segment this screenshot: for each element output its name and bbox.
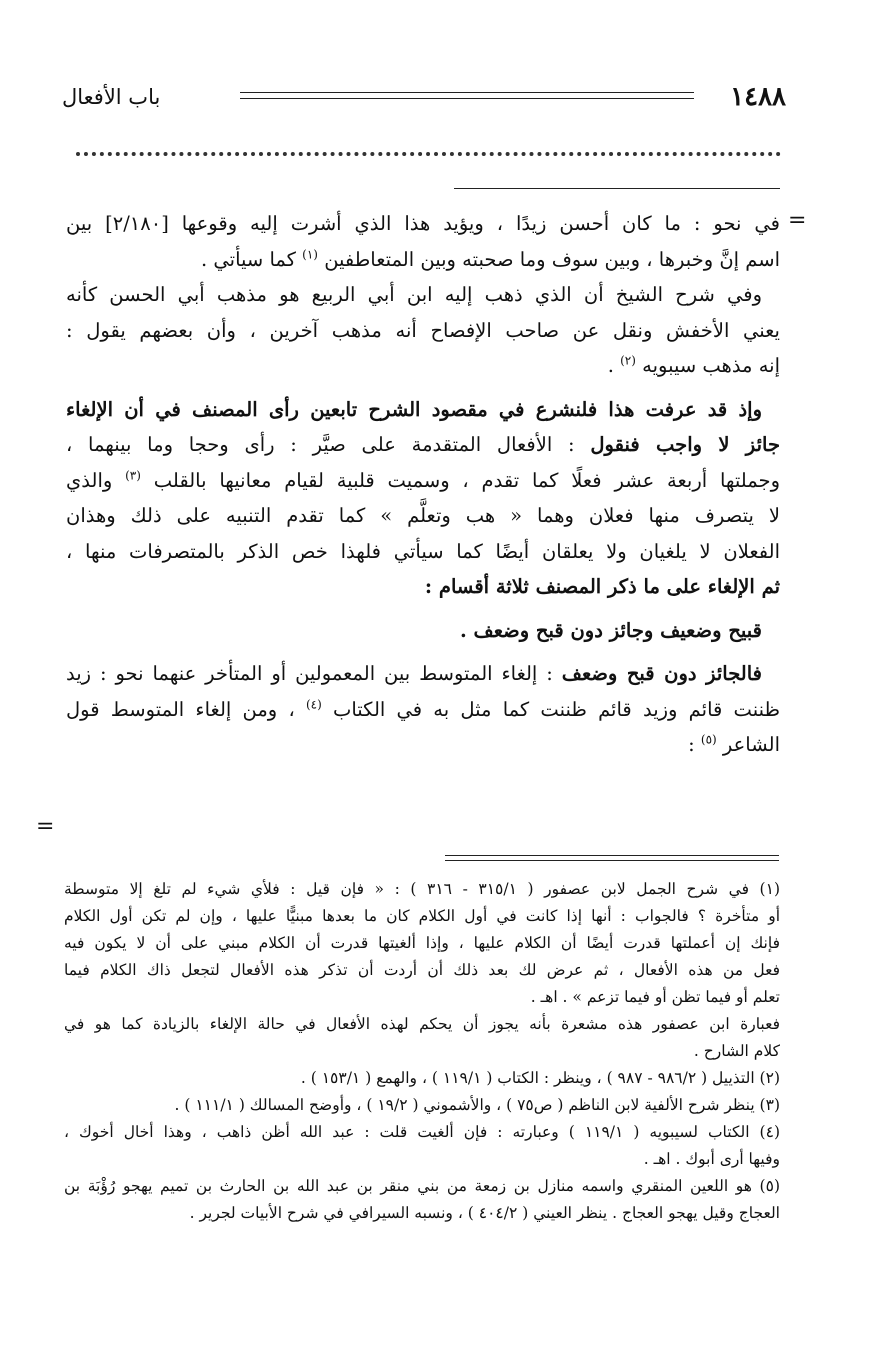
footnote-line: (٢) التذييل ( ٩٨٦/٢ - ٩٨٧ ) ، وينظر : الكتاب ( ١١٩/١ ) ، والهمع ( ١٥٣/١ ) . bbox=[300, 1069, 780, 1087]
footnote-line: (٣) ينظر شرح الألفية لابن الناظم ( ص٧٥ ) ، والأشموني ( ١٩/٢ ) ، وأوضح المسالك ( ١١١/١ ) . bbox=[174, 1096, 780, 1114]
footnote-ref: (٥) bbox=[700, 732, 717, 747]
body-text-span: ظننت قائم وزيد قائم ظننت كما مثل به في الكتاب bbox=[333, 697, 780, 721]
body-text-span: : إلغاء المتوسط بين المعمولين أو المتأخر عنهما نحو : زيد bbox=[66, 662, 553, 685]
body-text-span: والذي bbox=[66, 468, 113, 492]
footnote-line: فعبارة ابن عصفور هذه مشعرة بأنه يجوز أن يحكم لهذه الأفعال في حالة الإلغاء بالزيادة كما هو في bbox=[64, 1015, 780, 1033]
body-line bbox=[66, 727, 780, 763]
footnote-separator bbox=[445, 855, 779, 861]
body-line: وفي شرح الشيخ أن الذي ذهب إليه ابن أبي الربيع هو مذهب أبي الحسن كأنه bbox=[66, 283, 762, 306]
body-text-span: وجملتها أربعة عشر فعلًا كما تقدم ، وسميت قلبية لقيام معانيها بالقلب bbox=[153, 468, 780, 492]
footnote-line: (٥) هو اللعين المنقري واسمه منازل بن زمعة من بني منقر بن عبد الله بن الحارث بن تميم يهجو رُؤْبَة بن bbox=[64, 1177, 780, 1195]
footnote-ref: (٣) bbox=[125, 468, 141, 482]
body-line: في نحو : ما كان أحسن زيدًا ، ويؤيد هذا الذي أشرت إليه وقوعها [٢/١٨٠] بين bbox=[66, 212, 780, 235]
text-start-rule bbox=[454, 188, 780, 189]
paragraph-gap bbox=[66, 384, 780, 392]
page-number: ١٤٨٨ bbox=[730, 82, 786, 112]
main-text bbox=[66, 206, 780, 763]
footnotes bbox=[64, 876, 780, 1227]
body-line: ثم الإلغاء على ما ذكر المصنف ثلاثة أقسام : bbox=[424, 575, 780, 598]
footnote-ref: (٢) bbox=[620, 353, 636, 368]
footnote-line: وفيها أرى أبوك . اهـ . bbox=[643, 1150, 780, 1168]
footnote-line: أو متأخرة ؟ فالجواب : أنها إذا كانت في أول الكلام كان ما بعدها مبنيًّا عليها ، وإن لم تكن أول الكلام bbox=[64, 907, 780, 925]
body-line: لا يتصرف منها فعلان وهما « هب وتعلَّم » كما تقدم التنبيه على ذلك وهذان bbox=[66, 504, 780, 527]
body-line bbox=[66, 656, 780, 692]
body-line bbox=[66, 242, 780, 278]
body-text-span: اسم إنَّ وخبرها ، وبين سوف وما صحبته وبين المتعاطفين bbox=[324, 247, 780, 271]
page-header bbox=[62, 80, 786, 114]
footnote-ref: (١) bbox=[302, 247, 318, 261]
body-line: وإذ قد عرفت هذا فلنشرع في مقصود الشرح تابعين رأى المصنف في أن الإلغاء bbox=[66, 397, 762, 421]
paragraph-gap bbox=[66, 648, 780, 656]
footnote-line: فإنك إن أعملتها قدرت أيضًا أن الكلام عليها ، وإذا ألغيتها قدرت أن الكلام مبني على أن لا يكون فيه bbox=[64, 934, 780, 952]
continuation-mark-bottom: = bbox=[36, 814, 55, 839]
body-line bbox=[66, 692, 780, 728]
body-text-span: فالجائز دون قبح وضعف bbox=[561, 662, 762, 685]
footnote-line: تعلم أو فيما تظن أو فيما تزعم » . اهـ . bbox=[530, 988, 780, 1006]
body-line: الفعلان لا يلغيان ولا يعلقان أيضًا كما سيأتي فلهذا خص الذكر بالمتصرفات منها ، bbox=[66, 539, 780, 563]
footnote-ref: (٤) bbox=[305, 697, 322, 711]
footnote-line: كلام الشارح . bbox=[693, 1042, 780, 1060]
body-text-span: جائز لا واجب فنقول bbox=[590, 433, 780, 456]
body-line bbox=[66, 348, 780, 384]
body-line bbox=[66, 463, 780, 499]
body-text-span: ، ومن إلغاء المتوسط قول bbox=[66, 697, 295, 721]
body-text-span: : bbox=[688, 733, 695, 756]
body-text-span: . bbox=[607, 354, 614, 377]
body-text-span: الشاعر bbox=[722, 733, 780, 756]
footnote-line: (٤) الكتاب لسيبويه ( ١١٩/١ ) وعبارته : فإن ألغيت قلت : عبد الله أظن ذاهب ، وهذا أخال أخوك ، bbox=[64, 1123, 780, 1141]
chapter-title: باب الأفعال bbox=[62, 85, 161, 109]
header-double-rule bbox=[240, 92, 694, 99]
body-line: يعني الأخفش ونقل عن صاحب الإفصاح أنه مذهب آخرين ، وأن بعضهم يقول : bbox=[66, 318, 780, 342]
body-text-span: كما سيأتي . bbox=[201, 247, 296, 271]
body-text-span: : الأفعال المتقدمة على صيَّر : رأى وحجا وما بينهما ، bbox=[66, 433, 575, 456]
body-line: قبيح وضعيف وجائز دون قبح وضعف . bbox=[459, 618, 762, 642]
footnote-line: (١) في شرح الجمل لابن عصفور ( ٣١٥/١ - ٣١٦ ) : « فإن قيل : فلأي شيء لم تلغ إلا متوسطة bbox=[64, 880, 780, 898]
continuation-mark-top: = bbox=[788, 208, 807, 233]
dotted-separator bbox=[76, 152, 781, 156]
footnote-line: فعل من هذه الأفعال ، ثم عرض لك بعد ذلك أن أردت أن تذكر هذه الأفعال لتجعل ذاك الكلام فيما bbox=[64, 961, 780, 979]
body-text-span: إنه مذهب سيبويه bbox=[642, 354, 780, 377]
body-line bbox=[66, 427, 780, 463]
footnote-line: العجاج وقيل يهجو العجاج . ينظر العيني ( ٤٠٤/٢ ) ، ونسبه السيرافي في شرح الأبيات لجرير . bbox=[189, 1204, 780, 1222]
paragraph-gap bbox=[66, 605, 780, 613]
